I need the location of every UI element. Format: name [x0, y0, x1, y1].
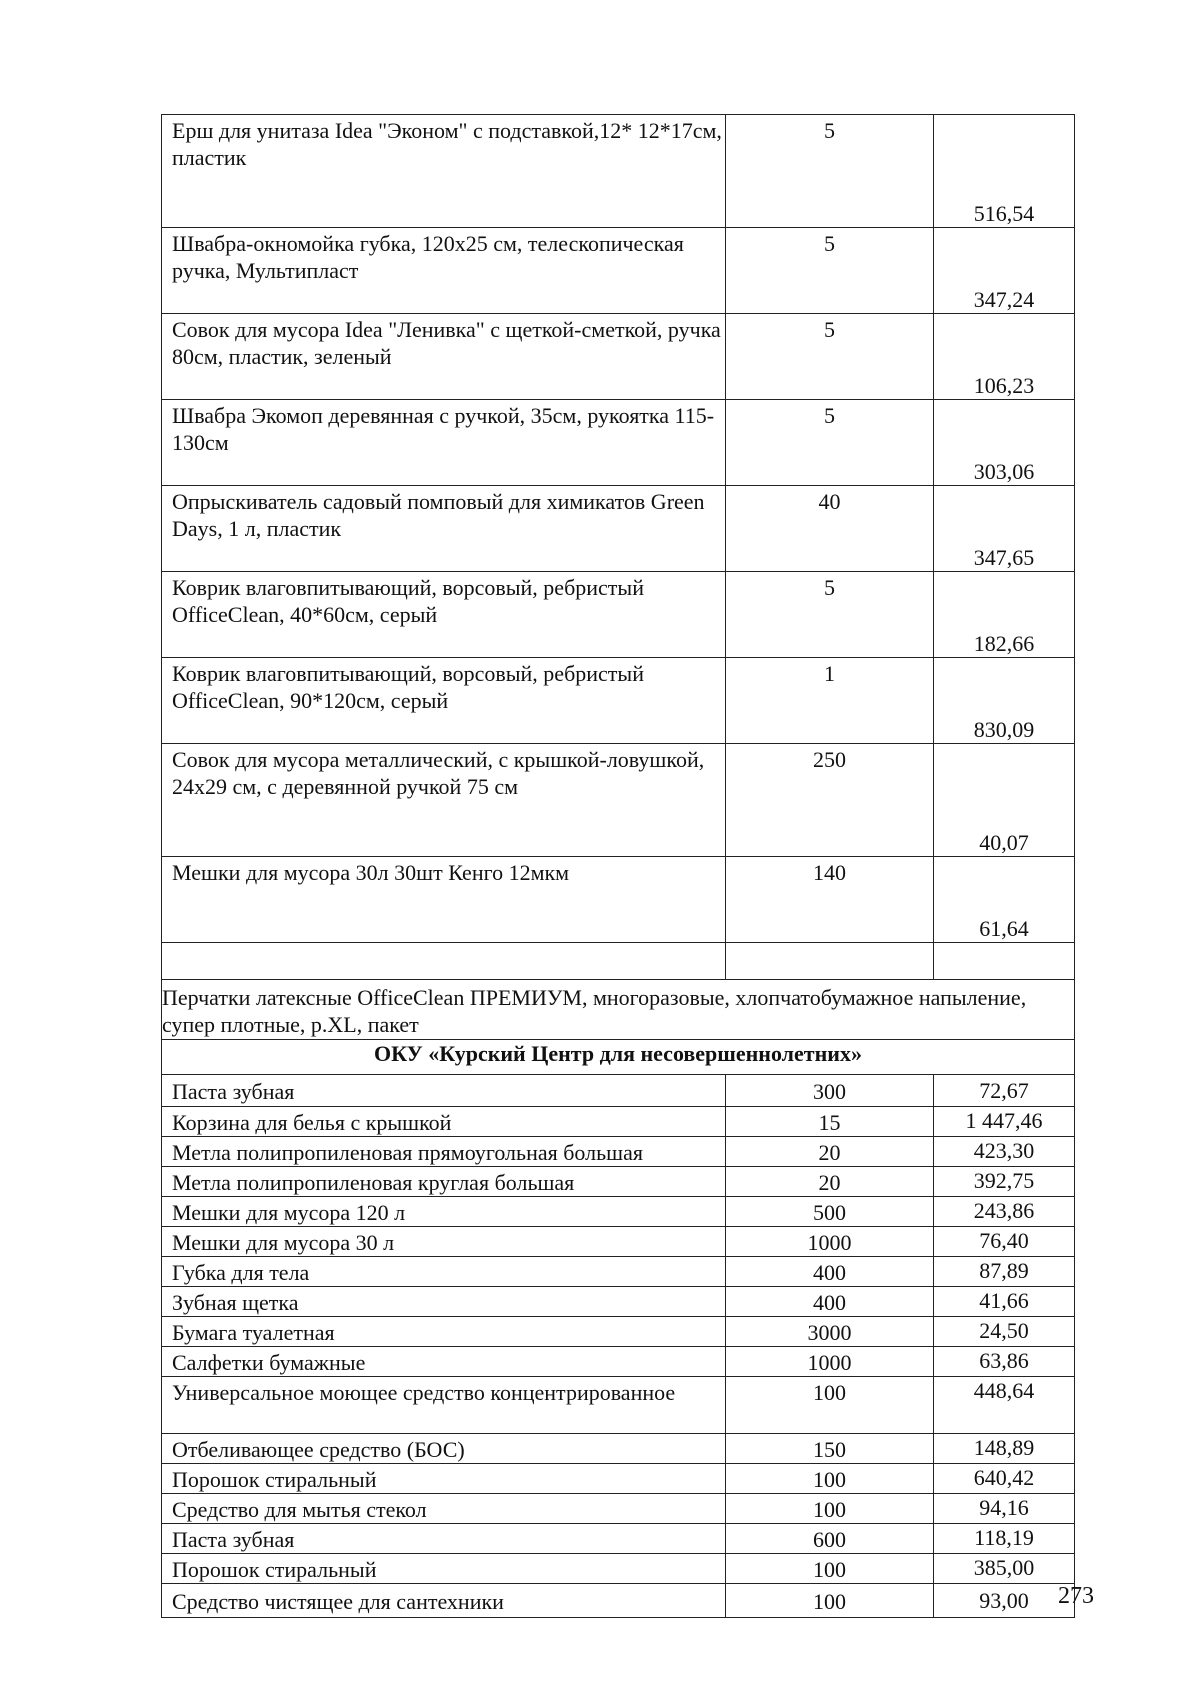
item-name: Паста зубная — [162, 1075, 726, 1107]
item-qty: 100 — [726, 1464, 934, 1494]
item-qty: 5 — [726, 228, 934, 314]
item-price: 516,54 — [934, 115, 1075, 228]
table-row — [162, 1075, 1075, 1107]
item-price: 182,66 — [934, 572, 1075, 658]
item-price: 347,65 — [934, 486, 1075, 572]
item-price: 423,30 — [934, 1137, 1075, 1167]
item-qty: 5 — [726, 400, 934, 486]
item-name: Метла полипропиленовая прямоугольная большая — [162, 1137, 726, 1167]
table-row — [162, 1524, 1075, 1554]
item-name: Мешки для мусора 30 л — [162, 1227, 726, 1257]
item-name: Метла полипропиленовая круглая большая — [162, 1167, 726, 1197]
item-price: 830,09 — [934, 658, 1075, 744]
item-price: 303,06 — [934, 400, 1075, 486]
item-price: 72,67 — [934, 1075, 1075, 1107]
item-price: 118,19 — [934, 1524, 1075, 1554]
item-qty: 100 — [726, 1584, 934, 1618]
table-row — [162, 115, 1075, 228]
table-row — [162, 1464, 1075, 1494]
item-name: Корзина для белья с крышкой — [162, 1107, 726, 1137]
item-name: Универсальное моющее средство концентрированное — [162, 1377, 726, 1434]
item-qty: 150 — [726, 1434, 934, 1464]
empty-cell — [162, 943, 726, 980]
item-price: 87,89 — [934, 1257, 1075, 1287]
item-qty: 250 — [726, 744, 934, 857]
empty-cell — [726, 943, 934, 980]
empty-row — [162, 943, 1075, 980]
item-name: Порошок стиральный — [162, 1554, 726, 1584]
full-width-row — [162, 980, 1075, 1040]
item-price: 24,50 — [934, 1317, 1075, 1347]
item-name: Мешки для мусора 120 л — [162, 1197, 726, 1227]
table-row — [162, 1197, 1075, 1227]
item-name: Отбеливающее средство (БОС) — [162, 1434, 726, 1464]
item-qty: 15 — [726, 1107, 934, 1137]
item-price: 392,75 — [934, 1167, 1075, 1197]
table-row — [162, 1554, 1075, 1584]
item-price: 63,86 — [934, 1347, 1075, 1377]
item-qty: 400 — [726, 1287, 934, 1317]
page-number: 273 — [1058, 1583, 1094, 1609]
item-name: Швабра-окномойка губка, 120х25 см, телескопическая ручка, Мультипласт — [162, 228, 726, 314]
item-price: 93,00 — [934, 1584, 1075, 1618]
item-price: 385,00 — [934, 1554, 1075, 1584]
section-title: ОКУ «Курский Центр для несовершеннолетних» — [162, 1040, 1075, 1075]
item-price: 448,64 — [934, 1377, 1075, 1434]
item-price: 1 447,46 — [934, 1107, 1075, 1137]
item-qty: 40 — [726, 486, 934, 572]
item-name: Средство чистящее для сантехники — [162, 1584, 726, 1618]
table-row — [162, 486, 1075, 572]
table-row — [162, 1377, 1075, 1434]
table-row — [162, 1137, 1075, 1167]
item-qty: 1000 — [726, 1227, 934, 1257]
item-name: Опрыскиватель садовый помповый для химикатов Green Days, 1 л, пластик — [162, 486, 726, 572]
item-qty: 5 — [726, 572, 934, 658]
table-row — [162, 1107, 1075, 1137]
item-name: Мешки для мусора 30л 30шт Кенго 12мкм — [162, 857, 726, 943]
item-name: Швабра Экомоп деревянная с ручкой, 35см, рукоятка 115-130см — [162, 400, 726, 486]
item-qty: 5 — [726, 115, 934, 228]
item-price: 40,07 — [934, 744, 1075, 857]
item-name: Коврик влаговпитывающий, ворсовый, ребристый OfficeClean, 90*120см, серый — [162, 658, 726, 744]
table-row — [162, 1317, 1075, 1347]
item-price: 61,64 — [934, 857, 1075, 943]
item-name: Совок для мусора металлический, с крышкой-ловушкой, 24х29 см, с деревянной ручкой 75 см — [162, 744, 726, 857]
table-row — [162, 1584, 1075, 1618]
item-name: Коврик влаговпитывающий, ворсовый, ребристый OfficeClean, 40*60см, серый — [162, 572, 726, 658]
table-row — [162, 1494, 1075, 1524]
item-qty: 500 — [726, 1197, 934, 1227]
table-row — [162, 1347, 1075, 1377]
item-price: 640,42 — [934, 1464, 1075, 1494]
item-qty: 400 — [726, 1257, 934, 1287]
item-name: Ерш для унитаза Idea "Эконом" с подставкой,12* 12*17см, пластик — [162, 115, 726, 228]
table-row — [162, 314, 1075, 400]
item-name: Губка для тела — [162, 1257, 726, 1287]
item-name: Паста зубная — [162, 1524, 726, 1554]
item-price: 148,89 — [934, 1434, 1075, 1464]
empty-cell — [934, 943, 1075, 980]
table-row — [162, 1167, 1075, 1197]
table-row — [162, 400, 1075, 486]
section-heading-row — [162, 1040, 1075, 1075]
table-row — [162, 1227, 1075, 1257]
item-name: Совок для мусора Idea "Ленивка" с щеткой-сметкой, ручка 80см, пластик, зеленый — [162, 314, 726, 400]
table-row — [162, 658, 1075, 744]
item-qty: 100 — [726, 1377, 934, 1434]
item-qty: 100 — [726, 1554, 934, 1584]
table-row — [162, 1287, 1075, 1317]
item-qty: 1000 — [726, 1347, 934, 1377]
table-row — [162, 228, 1075, 314]
item-price: 347,24 — [934, 228, 1075, 314]
item-price: 106,23 — [934, 314, 1075, 400]
table-row — [162, 857, 1075, 943]
item-name: Порошок стиральный — [162, 1464, 726, 1494]
item-name: Бумага туалетная — [162, 1317, 726, 1347]
table-row — [162, 744, 1075, 857]
item-price: 94,16 — [934, 1494, 1075, 1524]
item-name: Средство для мытья стекол — [162, 1494, 726, 1524]
item-name: Салфетки бумажные — [162, 1347, 726, 1377]
item-qty: 1 — [726, 658, 934, 744]
item-name: Зубная щетка — [162, 1287, 726, 1317]
item-price: 41,66 — [934, 1287, 1075, 1317]
item-price: 243,86 — [934, 1197, 1075, 1227]
item-qty: 5 — [726, 314, 934, 400]
full-row-text: Перчатки латексные OfficeClean ПРЕМИУМ, многоразовые, хлопчатобумажное напыление, супер плотные, р.XL, пакет — [162, 980, 1075, 1040]
table-row — [162, 572, 1075, 658]
item-qty: 140 — [726, 857, 934, 943]
table-row — [162, 1434, 1075, 1464]
item-qty: 20 — [726, 1137, 934, 1167]
item-price: 76,40 — [934, 1227, 1075, 1257]
item-qty: 100 — [726, 1494, 934, 1524]
item-qty: 600 — [726, 1524, 934, 1554]
item-qty: 20 — [726, 1167, 934, 1197]
item-qty: 3000 — [726, 1317, 934, 1347]
items-table — [161, 114, 1075, 1618]
table-row — [162, 1257, 1075, 1287]
item-qty: 300 — [726, 1075, 934, 1107]
